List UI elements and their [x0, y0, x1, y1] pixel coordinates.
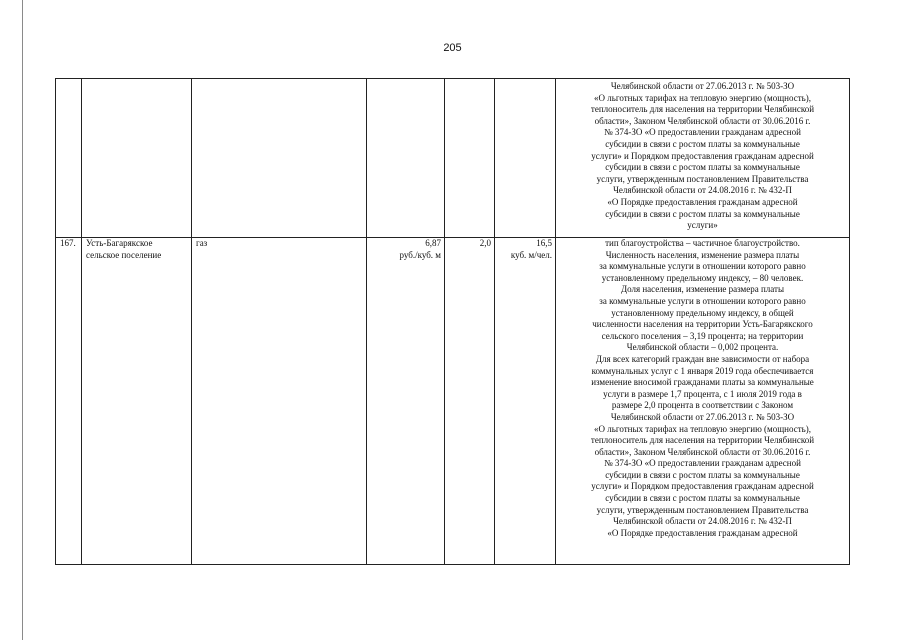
norm-unit: куб. м/чел.	[510, 249, 552, 260]
description-line: размере 2,0 процента в соответствии с Законом	[611, 400, 794, 411]
description-line: области», Законом Челябинской области от 30.06.2016 г.	[594, 446, 811, 457]
description-text-continued	[556, 81, 849, 237]
cell-description	[556, 238, 850, 565]
description-line: «О льготных тарифах на тепловую энергию (мощность),	[594, 92, 811, 103]
description-line: Челябинской области от 24.08.2016 г. № 432-П	[613, 516, 792, 527]
description-line: тип благоустройства – частичное благоустройство.	[605, 238, 800, 248]
description-line: № 374-ЗО «О предоставлении гражданам адресной	[604, 127, 801, 138]
cell-settlement	[82, 238, 192, 565]
cell-description-continued	[556, 79, 850, 238]
description-line: субсидии в связи с ростом платы за коммунальные	[605, 469, 800, 480]
description-line: области», Законом Челябинской области от 30.06.2016 г.	[594, 115, 811, 126]
cell-service: газ	[192, 238, 367, 565]
tariff-value: 6,87	[425, 238, 441, 248]
scan-edge-line	[22, 0, 23, 640]
description-line: Численность населения, изменение размера платы	[605, 249, 800, 260]
description-line: теплоноситель для населения на территории Челябинской	[590, 104, 815, 115]
norm-value: 16,5	[536, 238, 552, 248]
settlement-name-line1: Усть-Багарякское	[86, 238, 153, 248]
cell-row-number: 167.	[56, 238, 82, 565]
description-line: субсидии в связи с ростом платы за коммунальные	[605, 138, 800, 149]
description-line: услуги»	[687, 220, 718, 231]
description-line: услуги» и Порядком предоставления гражданам адресной	[591, 481, 814, 492]
description-line: теплоноситель для населения на территории Челябинской	[590, 435, 815, 446]
cell-norm	[495, 238, 556, 565]
description-line: «О Порядке предоставления гражданам адресной	[607, 527, 798, 538]
cell-number-empty	[56, 79, 82, 238]
description-line: Для всех категорий граждан вне зависимости от набора	[595, 353, 810, 364]
description-line: Доля населения, изменение размера платы	[620, 284, 785, 295]
description-line: за коммунальные услуги в отношении которого равно	[599, 295, 806, 306]
description-text	[556, 238, 849, 564]
cell-settlement-empty	[82, 79, 192, 238]
description-line: субсидии в связи с ростом платы за коммунальные	[605, 208, 800, 219]
description-line: за коммунальные услуги в отношении которого равно	[599, 261, 806, 272]
description-line: субсидии в связи с ростом платы за коммунальные	[605, 493, 800, 504]
description-line: Челябинской области от 27.06.2013 г. № 503-ЗО	[610, 81, 795, 91]
settlement-name-line2: сельское поселение	[86, 249, 162, 260]
description-line: установленному предельному индексу, – 80 человек.	[601, 272, 804, 283]
description-line: услуги, утвержденным постановлением Правительства	[596, 504, 809, 515]
description-line: Челябинской области от 24.08.2016 г. № 432-П	[613, 185, 792, 196]
description-line: сельского поселения – 3,19 процента; на территории	[601, 330, 804, 341]
tariff-table	[55, 78, 850, 565]
cell-index: 2,0	[445, 238, 495, 565]
description-line: изменение вносимой гражданами платы за коммунальные	[591, 377, 814, 388]
cell-tariff-empty	[367, 79, 445, 238]
description-line: численности населения на территории Усть-Багарякского	[592, 319, 813, 330]
description-line: «О Порядке предоставления гражданам адресной	[607, 196, 798, 207]
page-number: 205	[443, 42, 462, 54]
tariff-unit: руб./куб. м	[399, 249, 441, 260]
description-line: Челябинской области – 0,002 процента.	[626, 342, 779, 353]
description-line: установленному предельному индексу, в общей	[611, 307, 794, 318]
cell-tariff	[367, 238, 445, 565]
table-row-continued	[56, 79, 850, 238]
description-line: коммунальных услуг с 1 января 2019 года обеспечивается	[591, 365, 814, 376]
table-row-167	[56, 238, 850, 565]
description-line: Челябинской области от 27.06.2013 г. № 503-ЗО	[610, 411, 795, 422]
description-line: № 374-ЗО «О предоставлении гражданам адресной	[604, 458, 801, 469]
description-line: услуги в размере 1,7 процента, с 1 июля 2019 года в	[603, 388, 802, 399]
cell-service-empty	[192, 79, 367, 238]
description-line: услуги» и Порядком предоставления гражданам адресной	[591, 150, 814, 161]
description-line: услуги, утвержденным постановлением Правительства	[596, 173, 809, 184]
cell-norm-empty	[495, 79, 556, 238]
description-line: субсидии в связи с ростом платы за коммунальные	[605, 162, 800, 173]
cell-index-empty	[445, 79, 495, 238]
description-line: «О льготных тарифах на тепловую энергию (мощность),	[594, 423, 811, 434]
